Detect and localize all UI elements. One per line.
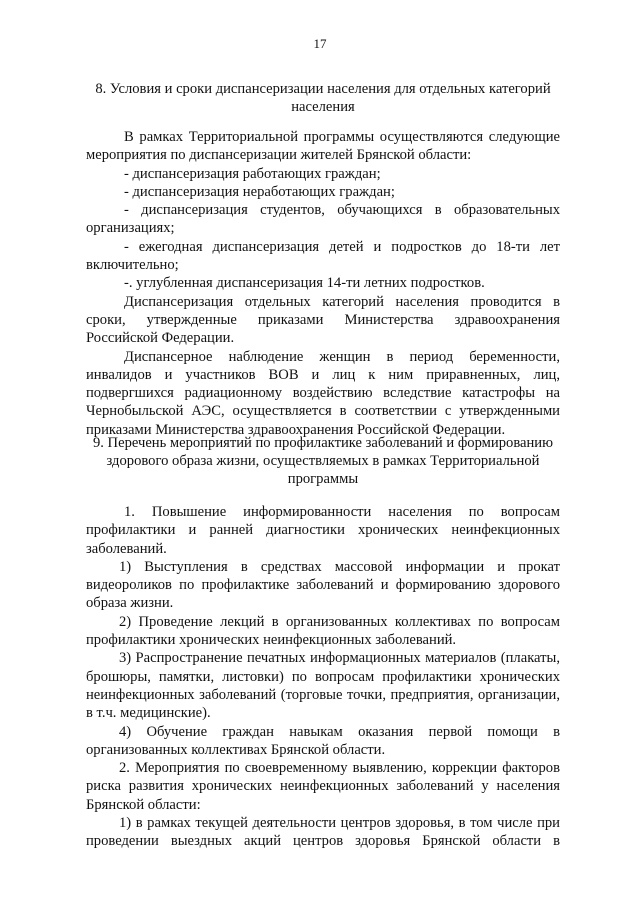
paragraph: 3) Распространение печатных информационных материалов (плакаты, брошюры, памятки, листовки) по вопросам профилактики хронических неинфекционных заболеваний (торговые точки, предприятия, организации, в т.ч. медицинские). [86,650,560,722]
paragraph: 1. Повышение информированности населения по вопросам профилактики и ранней диагностики хронических неинфекционных заболеваний. [86,504,560,557]
paragraph: 4) Обучение граждан навыкам оказания первой помощи в организованных коллективах Брянской области. [86,723,560,758]
paragraph: 2) Проведение лекций в организованных коллективах по вопросам профилактики хронических неинфекционных заболеваний. [86,613,560,649]
list-item: - диспансеризация неработающих граждан; [124,183,395,200]
list-item: - диспансеризация студентов, обучающихся в образовательных организациях; [86,202,560,237]
list-item: -. углубленная диспансеризация 14-ти летних подростков. [124,275,485,292]
paragraph: 2. Мероприятия по своевременному выявлению, коррекции факторов риска развития хронических неинфекционных заболеваний у населения Брянской области: [86,760,560,813]
paragraph: 1) Выступления в средствах массовой информации и прокат видеороликов по профилактике заболеваний и формированию здорового образа жизни. [86,558,560,612]
page-number: 17 [313,36,327,51]
list-item: - диспансеризация работающих граждан; [124,165,381,182]
section-8-intro: В рамках Территориальной программы осуществляются следующие мероприятия по диспансеризации жителей Брянской области: [86,129,560,164]
section-8-title: 8. Условия и сроки диспансеризации населения для отдельных категорий населения [95,81,551,115]
paragraph: Диспансерное наблюдение женщин в период беременности, инвалидов и участников ВОВ и лиц к ним приравненных, лиц, подвергшихся радиационному воздействию вследствие катастрофы на Чернобыльской АЭС, осуществляется в соответствии с утвержденными приказами Министерства здравоохранения Российской Федерации. [86,348,560,438]
paragraph: 1) в рамках текущей деятельности центров здоровья, в том числе при проведении выездных акций центров здоровья Брянской области в [86,815,560,850]
section-9-body [86,503,560,851]
paragraph: Диспансеризация отдельных категорий населения проводится в сроки, утвержденные приказами Министерства здравоохранения Российской Федерации. [86,293,560,347]
list-item: - ежегодная диспансеризация детей и подростков до 18-ти лет включительно; [86,238,560,274]
section-8-body [86,128,560,439]
section-9-title: 9. Перечень мероприятий по профилактике заболеваний и формированию здорового образа жизни, осуществляемых в рамках Территориальной программы [92,435,554,487]
